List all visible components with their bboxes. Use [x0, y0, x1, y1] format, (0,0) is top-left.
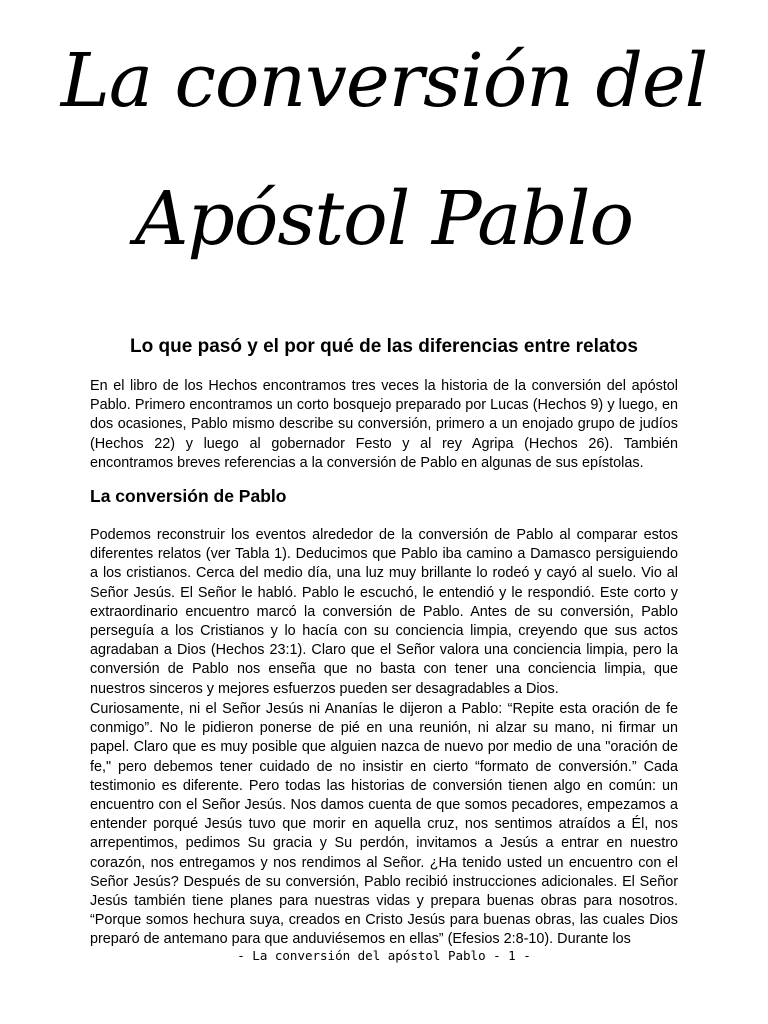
page-footer: - La conversión del apóstol Pablo - 1 -	[237, 948, 531, 963]
title-line-2: Apóstol Pablo	[135, 176, 633, 262]
paragraph-curiosamente: Curiosamente, ni el Señor Jesús ni Ananías le dijeron a Pablo: “Repite esta oración de fe conmigo”. No le pidieron ponerse de pié en una reunión, ni alzar su mano, ni firmar un papel. Claro que es muy posible que alguien nazca de nuevo por medio de una "oración de fe," pero debemos tener cuidado de no insistir en cierto “formato de conversión.” Cada testimonio es diferente. Pero todas las historias de conversión tienen algo en común: un encuentro con el Señor Jesús. Nos damos cuenta de que somos pecadores, empezamos a entender porqué Jesús tuvo que morir en aquella cruz, nos sentimos atraídos a Él, nos arrepentimos, pedimos Su gracia y Su perdón, invitamos a Jesús a entrar en nuestro corazón, nos entregamos y nos rendimos al Señor. ¿Ha tenido usted un encuentro con el Señor Jesús? Después de su conversión, Pablo recibió instrucciones adicionales. El Señor Jesús también tiene planes para nuestras vidas y prepara buenas obras para nosotros. “Porque somos hechura suya, creados en Cristo Jesús para buenas obras, las cuales Dios preparó de antemano para que anduviésemos en ellas” (Efesios 2:8-10). Durante los	[90, 701, 678, 948]
title-line-1: La conversión del	[60, 38, 708, 124]
paragraph-conversion: Podemos reconstruir los eventos alrededor de la conversión de Pablo al comparar estos diferentes relatos (ver Tabla 1). Deducimos que Pablo iba camino a Damasco persiguiendo a los cristianos. Cerca del medio día, una luz muy brillante lo rodeó y cayó al suelo. Vio al Señor Jesús. El Señor le habló. Pablo le escuchó, le entendió y le respondió. Este corto y extraordinario encuentro marcó la conversión de Pablo. Antes de su conversión, Pablo perseguía a los Cristianos y lo hacía con su conciencia limpia, creyendo que sus actos agradaban a Dios (Hechos 23:1). Claro que el Señor valora una conciencia limpia, pero la conversión de Pablo nos enseña que no basta con tener una conciencia limpia, que nuestros sinceros y mejores esfuerzos pueden ser desagradables a Dios.	[90, 527, 678, 697]
subtitle: Lo que pasó y el por qué de las diferencias entre relatos	[130, 336, 638, 357]
paragraph-intro: En el libro de los Hechos encontramos tres veces la historia de la conversión del apóstol Pablo. Primero encontramos un corto bosquejo preparado por Lucas (Hechos 9) y luego, en dos ocasiones, Pablo mismo describe su conversión, primero a un enojado grupo de judíos (Hechos 22) y luego al gobernador Festo y al rey Agripa (Hechos 26). También encontramos breves referencias a la conversión de Pablo en algunas de sus epístolas.	[90, 378, 678, 471]
section-heading: La conversión de Pablo	[90, 486, 287, 506]
